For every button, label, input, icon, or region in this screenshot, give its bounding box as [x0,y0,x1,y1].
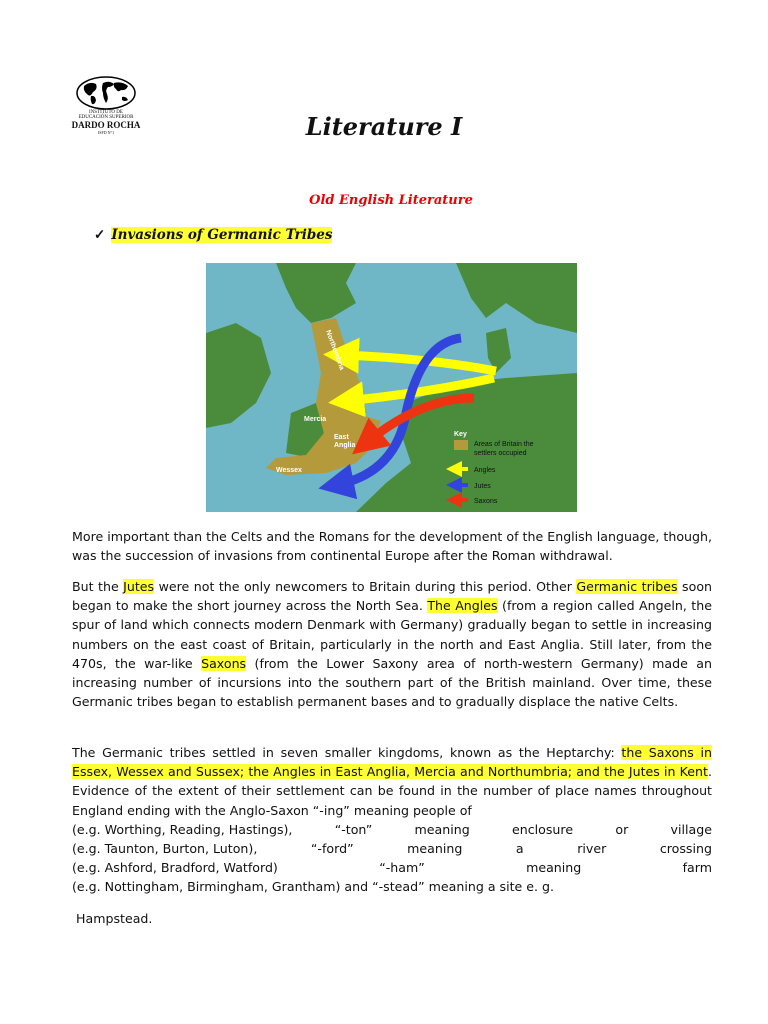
paragraph-1-text: More important than the Celts and the Romans for the development of the English language, though, was the succession of invasions from continental Europe after the Roman withdrawal. [72,529,712,564]
p2-highlight-germanic-tribes: Germanic tribes [576,579,678,594]
key-jutes: Jutes [474,483,491,490]
place-name-row-ham [72,858,712,877]
paragraph-2-text [72,577,712,711]
row-ford-examples: (e.g. Taunton, Burton, Luton), [72,841,258,857]
logo-line-1: INSTITUTO DE [89,110,123,115]
logo-line-4: ISFD N°1 [97,130,115,135]
key-area-line2: settlers occupied [474,450,527,457]
p2-text-4: (from a region called Angeln, the spur of land which connects modern Denmark with Germany) gradually began to settle in increasing numbers on the east coast of Britain, particularly in the north and East Anglia. Still later, from the 470s, the war-like [72,598,712,671]
paragraph-4-text: Hampstead. [72,911,153,926]
p2-text-3: soon began to make the short journey across the North Sea. [72,579,713,614]
key-title: Key [454,431,467,438]
logo-line-2: EDUCACIÓN SUPERIOR [78,115,134,120]
row-ford-suffix: “-ford” [310,841,354,857]
row-ham-examples: (e.g. Ashford, Bradford, Watford) [72,860,278,876]
row-ham-word-1: farm [682,860,712,876]
row-ford-word-3: crossing [659,841,712,857]
p2-highlight-the-angles: The Angles [427,598,498,614]
logo-line-3: DARDO ROCHA [71,120,141,130]
section-heading-text: Invasions of Germanic Tribes [111,227,333,243]
row-ton-suffix: “-ton” [334,821,373,837]
paragraph-1 [72,527,712,565]
place-name-row-stead: (e.g. Nottingham, Birmingham, Grantham) and “-stead” meaning a site e. g. [72,879,555,895]
p3-text-2: . Evidence of the extent of their settlement can be found in the number of place names throughout England ending with the Anglo-Saxon “-ing” meaning people of [72,764,712,818]
map-label-anglia: Anglia [334,442,356,449]
p2-highlight-saxons: Saxons [201,655,247,671]
p2-text-5: (from the Lower Saxony area of north-western Germany) made an increasing number of incursions into the southern part of the British mainland. Over time, these Germanic tribes began to establish permanent bases and to gradually displace the native Celts. [72,655,712,710]
place-name-row-ford [72,839,712,858]
row-ham-suffix: “-ham” [379,860,425,876]
key-saxons: Saxons [474,498,498,505]
key-area-line1: Areas of Britain the [474,441,534,448]
page-title: Literature I [305,112,463,141]
row-ton-meaning: meaning [414,821,470,837]
row-ton-word-3: village [670,821,712,837]
row-ford-word-2: river [577,841,607,857]
section-heading [94,227,332,243]
p2-text-2: were not the only newcomers to Britain during this period. Other [154,579,577,594]
p3-highlight-kingdoms: the Saxons in Essex, Wessex and Sussex; the Angles in East Anglia, Mercia and Northumbria; and the Jutes in Kent [72,745,712,780]
checkmark-icon: ✓ [94,227,106,243]
map-label-northumbria: Northumbria [324,329,346,372]
paragraph-3-text [72,743,712,820]
map-label-mercia: Mercia [304,416,327,423]
p2-text-1: But the [72,579,124,594]
row-ton-word-2: or [615,821,629,837]
paragraph-4 [72,909,712,928]
key-angles: Angles [474,467,496,474]
map-label-east: East [334,434,349,441]
row-ford-meaning: meaning [407,841,463,857]
p3-text-1: The Germanic tribes settled in seven smaller kingdoms, known as the Heptarchy: [72,745,622,760]
page-subtitle: Old English Literature [309,193,473,208]
row-ham-meaning: meaning [526,860,582,876]
p2-highlight-jutes: Jutes [123,579,155,594]
key-swatch-area [454,440,468,450]
row-ford-word-1: a [515,841,524,857]
row-ton-examples: (e.g. Worthing, Reading, Hastings), [72,821,293,837]
paragraph-2 [72,577,712,711]
paragraph-3 [72,743,712,897]
globe-icon [76,76,136,110]
invasions-map [206,263,577,512]
row-ton-word-1: enclosure [512,821,574,837]
place-name-row-ton [72,820,712,839]
map-label-wessex: Wessex [276,467,302,474]
